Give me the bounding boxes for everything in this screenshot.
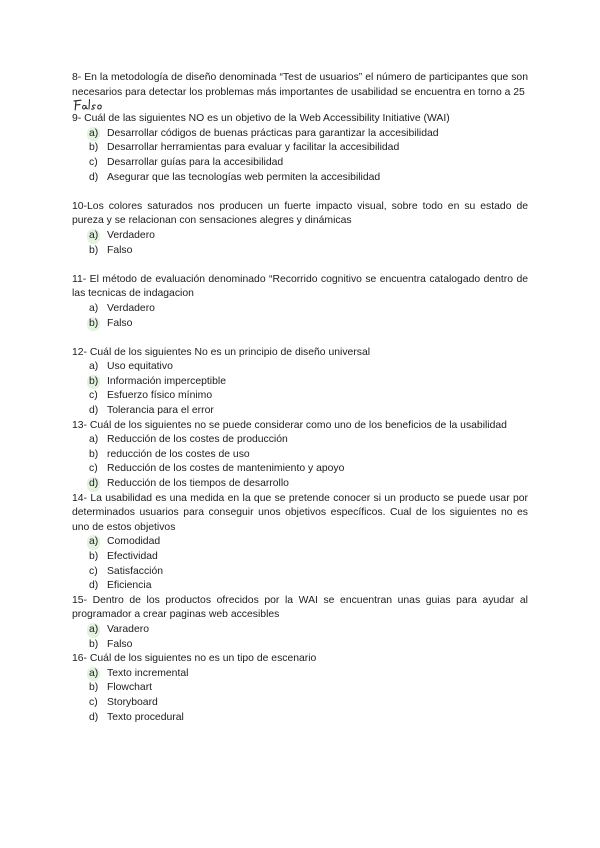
option-letter: a) <box>87 623 100 638</box>
option-c <box>72 156 528 171</box>
option-text: Asegurar que las tecnologías web permiten la accesibilidad <box>107 171 381 183</box>
option-letter: b) <box>89 244 99 256</box>
option-letter: c) <box>89 390 98 402</box>
option-letter: b) <box>89 448 99 460</box>
option-text: Storyboard <box>107 696 158 708</box>
option-a <box>72 623 528 638</box>
question-12 <box>72 346 528 419</box>
option-text: Desarrollar herramientas para evaluar y facilitar la accesibilidad <box>107 142 400 154</box>
option-text: Flowchart <box>107 682 153 694</box>
question-13 <box>72 419 528 492</box>
option-a <box>72 535 528 550</box>
option-text: Verdadero <box>107 229 155 241</box>
option-text: Información imperceptible <box>107 375 226 387</box>
option-text: Esfuerzo físico mínimo <box>107 390 213 402</box>
option-d <box>72 711 528 726</box>
option-d <box>72 477 528 492</box>
question-text: 10-Los colores saturados nos producen un fuerte impacto visual, sobre todo en su estado de pureza y se relacionan con sensaciones alegres y dinámicas <box>72 200 528 227</box>
handwritten-falso-image <box>72 98 112 112</box>
option-a <box>72 302 528 317</box>
option-letter: d) <box>87 477 100 492</box>
option-text: Comodidad <box>107 536 161 548</box>
option-a <box>72 360 528 375</box>
option-letter: a) <box>87 127 100 142</box>
option-text: Falso <box>107 638 133 650</box>
question-text: 9- Cuál de las siguientes NO es un objetivo de la Web Accessibility Initiative (WAI) <box>72 113 450 125</box>
option-letter: d) <box>89 405 99 417</box>
handwritten-answer <box>72 100 528 112</box>
option-text: Reducción de los tiempos de desarrollo <box>107 478 289 490</box>
option-letter: b) <box>89 638 99 650</box>
question-text: 15- Dentro de los productos ofrecidos por la WAI se encuentran unas guias para ayudar al programador a crear paginas web accesibles <box>72 594 528 621</box>
option-c <box>72 696 528 711</box>
option-a <box>72 667 528 682</box>
question-text: 11- El método de evaluación denominado “Recorrido cognitivo se encuentra catalogado dentro de las tecnicas de indagacion <box>72 273 528 300</box>
option-b <box>72 317 528 332</box>
option-b <box>72 638 528 653</box>
question-text: 14- La usabilidad es una medida en la que se pretende conocer si un producto se puede usar por determinados usuarios para conseguir unos objetivos específicos. Cual de los siguientes no es uno de estos objetivos <box>72 492 528 533</box>
option-letter: a) <box>89 302 99 314</box>
question-text: 12- Cuál de los siguientes No es un principio de diseño universal <box>72 346 371 358</box>
option-letter: a) <box>87 535 100 550</box>
option-b <box>72 681 528 696</box>
option-letter: c) <box>89 696 98 708</box>
option-letter: a) <box>87 229 100 244</box>
option-d <box>72 579 528 594</box>
option-b <box>72 448 528 463</box>
question-text: 8- En la metodología de diseño denominada “Test de usuarios” el número de participantes que son necesarios para detectar los problemas más importantes de usabilidad se encuentra en torno a 25 <box>72 72 528 98</box>
option-text: Tolerancia para el error <box>107 405 214 417</box>
option-a <box>72 127 528 142</box>
option-c <box>72 462 528 477</box>
question-text: 13- Cuál de los siguientes no se puede considerar como uno de los beneficios de la usabilidad <box>72 419 507 431</box>
option-text: Texto procedural <box>107 711 184 723</box>
option-letter: c) <box>89 463 98 475</box>
option-letter: d) <box>89 580 99 592</box>
option-d <box>72 404 528 419</box>
question-10 <box>72 200 528 258</box>
option-text: Varadero <box>107 623 149 635</box>
question-15 <box>72 594 528 652</box>
option-letter: b) <box>87 375 100 390</box>
question-11 <box>72 273 528 331</box>
option-text: Reducción de los costes de producción <box>107 434 288 446</box>
option-a <box>72 433 528 448</box>
option-text: reducción de los costes de uso <box>107 448 250 460</box>
option-c <box>72 389 528 404</box>
option-text: Verdadero <box>107 302 155 314</box>
option-text: Desarrollar códigos de buenas prácticas para garantizar la accesibilidad <box>107 127 439 139</box>
option-letter: c) <box>89 156 98 168</box>
option-letter: a) <box>89 361 99 373</box>
option-letter: a) <box>89 434 99 446</box>
option-b <box>72 375 528 390</box>
option-letter: b) <box>87 317 100 332</box>
option-a <box>72 229 528 244</box>
option-letter: c) <box>89 565 98 577</box>
option-text: Falso <box>107 244 133 256</box>
option-text: Efectividad <box>107 551 158 562</box>
option-c <box>72 565 528 580</box>
option-text: Falso <box>107 317 133 329</box>
option-letter: d) <box>89 711 99 723</box>
question-16 <box>72 652 528 725</box>
option-d <box>72 171 528 186</box>
option-b <box>72 141 528 156</box>
option-text: Desarrollar guías para la accesibilidad <box>107 156 284 168</box>
option-letter: b) <box>89 142 99 154</box>
option-b <box>72 550 528 565</box>
option-text: Eficiencia <box>107 580 152 592</box>
question-8 <box>72 71 528 112</box>
option-letter: b) <box>89 551 99 562</box>
option-letter: b) <box>89 682 99 694</box>
question-9 <box>72 112 528 185</box>
option-text: Satisfacción <box>107 565 164 577</box>
question-text: 16- Cuál de los siguientes no es un tipo de escenario <box>72 653 317 665</box>
option-b <box>72 244 528 259</box>
document-page <box>72 71 528 725</box>
option-letter: d) <box>89 171 99 183</box>
option-text: Uso equitativo <box>107 361 173 373</box>
option-text: Texto incremental <box>107 667 189 679</box>
option-letter: a) <box>87 667 100 682</box>
option-text: Reducción de los costes de mantenimiento y apoyo <box>107 463 345 475</box>
question-14 <box>72 492 528 594</box>
